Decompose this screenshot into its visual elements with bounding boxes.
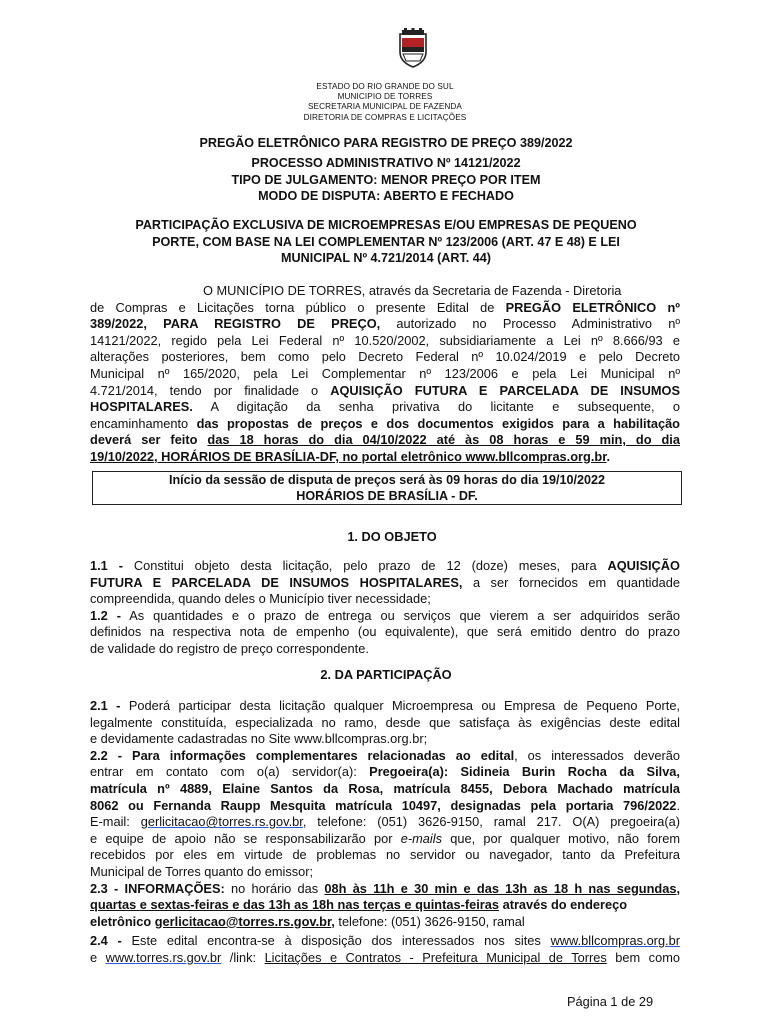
item-1-2-line: 1.2 - As quantidades e o prazo de entrega ou serviços que vierem a ser adquiridos serão: [90, 607, 681, 623]
header-state: ESTADO DO RIO GRANDE DO SUL: [316, 82, 454, 91]
bll-portal-link[interactable]: www.bllcompras.org.br: [461, 448, 607, 464]
intro-line: Municipal nº 165/2020, pela Lei Complementar nº 123/2006 e pela Lei Municipal nº: [90, 365, 680, 381]
intro-line: 19/10/2022, HORÁRIOS DE BRASÍLIA-DF, no portal eletrônico www.bllcompras.org.br.: [90, 448, 611, 464]
intro-line: encaminhamento das propostas de preços e dos documentos exigidos para a habilitação: [90, 415, 680, 431]
section-1-body: [90, 558, 680, 658]
item-2-2-line: recebidos por eles em virtude de problemas no servidor ou navegador, tanto da Prefeitura: [90, 847, 680, 863]
item-1-1-line: FUTURA E PARCELADA DE INSUMOS HOSPITALARES, a ser fornecidos em quantidade: [90, 574, 680, 590]
title-exclusiva-1: PARTICIPAÇÃO EXCLUSIVA DE MICROEMPRESAS E/OU EMPRESAS DE PEQUENO: [135, 218, 637, 232]
item-2-3-line: 2.3 - INFORMAÇÕES: no horário das 08h às 11h e 30 min e das 13h as 18 h nas segundas,: [90, 880, 681, 896]
header-municipality: MUNICIPIO DE TORRES: [337, 92, 433, 102]
intro-line: 4.721/2014, tendo por finalidade o AQUISIÇÃO FUTURA E PARCELADA DE INSUMOS: [90, 382, 680, 398]
title-modo: MODO DE DISPUTA: ABERTO E FECHADO: [258, 189, 514, 203]
item-2-1-line: legalmente constituída, especializada no ramo, desde que satisfaça às exigências deste edital: [90, 714, 680, 730]
intro-line: alterações posteriores, bem como pelo Decreto Federal nº 10.024/2019 e pelo Decreto: [90, 349, 680, 365]
section-1-heading: 1. DO OBJETO: [347, 529, 437, 544]
item-2-2-line: 2.2 - Para informações complementares relacionadas ao edital, os interessados deverão: [90, 747, 680, 763]
item-2-2-line: matrícula nº 4889, Elaine Santos da Rosa, matrícula 8455, Debora Machado matrícula: [90, 780, 680, 796]
item-2-1-line: e devidamente cadastradas no Site www.bllcompras.org.br;: [90, 731, 428, 747]
intro-line: 389/2022, PARA REGISTRO DE PREÇO, autorizado no Processo Administrativo nº: [90, 316, 680, 332]
item-1-1-line: 1.1 - Constitui objeto desta licitação, pelo prazo de 12 (doze) meses, para AQUISIÇÃO: [90, 558, 680, 573]
institution-header: [0, 82, 770, 123]
page-number: Página 1 de 29: [567, 994, 654, 1009]
item-2-3-line: quartas e sextas-feiras e das 13h as 18h nas terças e quintas-feiras através do endereço: [90, 897, 628, 913]
header-secretariat: SECRETARIA MUNICIPAL DE FAZENDA: [308, 102, 462, 112]
torres-site-link[interactable]: www.torres.rs.gov.br: [105, 949, 222, 965]
email-link[interactable]: gerlicitacao@torres.rs.gov.br: [140, 814, 303, 830]
header-directorate: DIRETORIA DE COMPRAS E LICITAÇÕES: [303, 112, 467, 122]
intro-line: O MUNICÍPIO DE TORRES, através da Secretaria de Fazenda - Diretoria: [203, 283, 622, 298]
item-2-2-line: 8062 ou Fernanda Raupp Mesquita matrícula 10497, designadas pela portaria 796/2022.: [90, 797, 680, 813]
title-tipo: TIPO DE JULGAMENTO: MENOR PREÇO POR ITEM: [231, 172, 541, 187]
municipal-crest-icon: [396, 28, 430, 68]
title-processo: PROCESSO ADMINISTRATIVO Nº 14121/2022: [251, 156, 521, 170]
title-exclusiva-2: PORTE, COM BASE NA LEI COMPLEMENTAR Nº 123/2006 (ART. 47 E 48) E LEI: [152, 235, 620, 249]
bll-site-link[interactable]: www.bllcompras.org.br: [550, 933, 680, 949]
item-2-1-line: 2.1 - Poderá participar desta licitação qualquer Microempresa ou Empresa de Pequeno Porte,: [90, 698, 680, 713]
intro-line: HOSPITALARES. A digitação da senha privativa do licitante e subsequente, o: [90, 399, 680, 415]
item-1-2-line: definidos na respectiva nota de empenho (ou equivalente), que será emitido dentro do prazo: [90, 624, 680, 640]
item-2-2-line: e equipe de apoio não se responsabilizarão por e-mails que, por qualquer motivo, não forem: [90, 830, 680, 846]
intro-line: de Compras e Licitações torna público o presente Edital de PREGÃO ELETRÔNICO nº: [90, 299, 680, 315]
section-2-body: [90, 698, 680, 967]
item-2-2-line: entrar em contato com o(a) servidor(a): Pregoeira(a): Sidineia Burin Rocha da Silva,: [90, 764, 680, 780]
session-start-line: Início da sessão de disputa de preços será às 09 horas do dia 19/10/2022: [168, 473, 606, 487]
item-1-1-line: compreendida, quando deles o Município tiver necessidade;: [90, 591, 431, 607]
intro-line: deverá ser feito das 18 horas do dia 04/10/2022 até às 08 horas e 59 min, do dia: [90, 432, 680, 448]
item-2-2-line: Municipal de Torres quanto do emissor;: [90, 863, 314, 879]
session-start-box: [92, 471, 682, 505]
item-2-4-line: e www.torres.rs.gov.br /link: Licitações e Contratos - Prefeitura Municipal de Torres bem como: [90, 949, 680, 965]
session-timezone-line: HORÁRIOS DE BRASÍLIA - DF.: [296, 489, 478, 503]
item-2-3-line: eletrônico gerlicitacao@torres.rs.gov.br, telefone: (051) 3626-9150, ramal: [90, 913, 525, 929]
title-pregao: PREGÃO ELETRÔNICO PARA REGISTRO DE PREÇO 389/2022: [199, 136, 573, 150]
intro-line: 14121/2022, regido pela Lei Federal nº 10.520/2002, subsidiariamente a Lei nº 8.666/93 e: [90, 332, 680, 348]
section-2-heading: 2. DA PARTICIPAÇÃO: [320, 667, 452, 682]
item-2-2-line: E-mail: gerlicitacao@torres.rs.gov.br, telefone: (051) 3626-9150, ramal 217. O(A) pregoeira(a): [90, 814, 680, 830]
title-exclusiva-3: MUNICIPAL Nº 4.721/2014 (ART. 44): [281, 251, 491, 265]
intro-paragraph: [90, 283, 680, 466]
item-2-4-line: 2.4 - Este edital encontra-se à disposição dos interessados nos sites www.bllcompras.org.br: [90, 933, 680, 949]
email-link[interactable]: gerlicitacao@torres.rs.gov.br: [154, 913, 332, 929]
item-1-2-line: de validade do registro de preço correspondente.: [90, 640, 369, 656]
licitacoes-link[interactable]: Licitações e Contratos - Prefeitura Municipal de Torres: [264, 949, 607, 965]
